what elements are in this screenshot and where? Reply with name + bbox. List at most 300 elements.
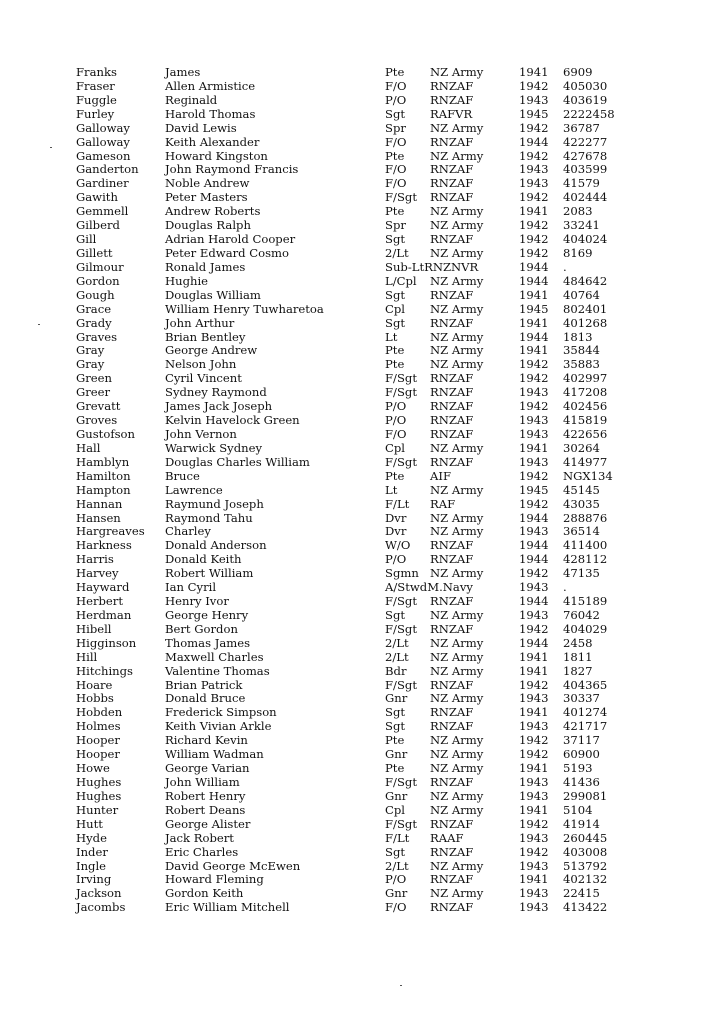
rank: P/O <box>385 552 407 567</box>
year: 1943 <box>519 454 549 469</box>
table-row <box>0 442 724 456</box>
rank: F/Sgt <box>385 454 417 469</box>
rank: F/O <box>385 900 407 915</box>
rank: F/Sgt <box>385 816 417 831</box>
year: 1941 <box>519 872 549 887</box>
given-names: David George McEwen <box>165 858 301 873</box>
table-row <box>0 219 724 233</box>
surname: Herdman <box>76 607 132 622</box>
surname: Hamilton <box>76 468 131 483</box>
table-row <box>0 720 724 734</box>
year: 1942 <box>519 78 549 93</box>
unit: RNZAF <box>430 399 474 414</box>
unit: RNZAF <box>430 287 474 302</box>
surname: Hobden <box>76 705 123 720</box>
given-names: Maxwell Charles <box>165 649 264 664</box>
table-row <box>0 609 724 623</box>
given-names: Valentine Thomas <box>165 663 270 678</box>
unit: RAF <box>430 496 456 511</box>
rank: Dvr <box>385 510 407 525</box>
given-names: Keith Alexander <box>165 134 260 149</box>
surname: Fuggle <box>76 92 117 107</box>
year: 1941 <box>519 649 549 664</box>
year: 1942 <box>519 733 549 748</box>
given-names: Sydney Raymond <box>165 385 267 400</box>
unit: RNZAF <box>430 92 474 107</box>
rank: P/O <box>385 92 407 107</box>
table-row <box>0 762 724 776</box>
year: 1943 <box>519 162 549 177</box>
given-names: Brian Bentley <box>165 329 246 344</box>
service-number: 37117 <box>563 733 600 748</box>
rank: F/Lt <box>385 496 410 511</box>
year: 1944 <box>519 552 549 567</box>
unit: NZ Army <box>430 663 484 678</box>
year: 1944 <box>519 635 549 650</box>
rank: Cpl <box>385 301 406 316</box>
service-number: 299081 <box>563 788 608 803</box>
unit: RNZAF <box>430 719 474 734</box>
year: 1943 <box>519 719 549 734</box>
given-names: Robert Deans <box>165 802 246 817</box>
unit: NZ Army <box>430 747 484 762</box>
unit: RNZAF <box>430 385 474 400</box>
table-row <box>0 261 724 275</box>
surname: Hyde <box>76 830 107 845</box>
surname: Graves <box>76 329 118 344</box>
service-number: 428112 <box>563 552 608 567</box>
year: 1942 <box>519 566 549 581</box>
year: 1941 <box>519 440 549 455</box>
surname: Hunter <box>76 802 119 817</box>
service-number: 22415 <box>563 886 600 901</box>
rank: F/Sgt <box>385 190 417 205</box>
service-number: 802401 <box>563 301 608 316</box>
service-number: 6909 <box>563 65 593 79</box>
surname: Hall <box>76 440 101 455</box>
year: 1942 <box>519 496 549 511</box>
service-number: 404029 <box>563 621 608 636</box>
given-names: James <box>165 65 201 79</box>
rank: Spr <box>385 218 406 233</box>
year: 1942 <box>519 245 549 260</box>
service-number: 2458 <box>563 635 593 650</box>
table-row <box>0 651 724 665</box>
unit: NZ Army <box>430 204 484 219</box>
surname: Hooper <box>76 733 120 748</box>
service-number: 415819 <box>563 413 608 428</box>
table-row <box>0 525 724 539</box>
rank: Sgt <box>385 705 406 720</box>
table-row <box>0 66 724 80</box>
service-number: 2083 <box>563 204 593 219</box>
given-names: Howard Fleming <box>165 872 264 887</box>
table-row <box>0 860 724 874</box>
table-row <box>0 484 724 498</box>
surname: Grevatt <box>76 399 121 414</box>
unit: RNZAF <box>430 705 474 720</box>
year: 1942 <box>519 621 549 636</box>
service-number: 1827 <box>563 663 593 678</box>
rank: F/Sgt <box>385 385 417 400</box>
given-names: John Raymond Francis <box>165 162 299 177</box>
surname: Groves <box>76 413 118 428</box>
rank: Pte <box>385 761 405 776</box>
table-row <box>0 247 724 261</box>
given-names: George Andrew <box>165 343 258 358</box>
rank: Sgmn <box>385 566 419 581</box>
given-names: John Vernon <box>165 426 237 441</box>
table-row <box>0 553 724 567</box>
table-row <box>0 832 724 846</box>
unit: RNZAF <box>430 816 474 831</box>
unit: NZ Army <box>430 607 484 622</box>
surname: Furley <box>76 106 115 121</box>
rank: Lt <box>385 329 398 344</box>
table-row <box>0 470 724 484</box>
given-names: David Lewis <box>165 120 237 135</box>
surname: Harkness <box>76 538 132 553</box>
unit: NZ Army <box>430 357 484 372</box>
surname: Howe <box>76 761 110 776</box>
unit: RNZAF <box>430 371 474 386</box>
given-names: George Varian <box>165 761 250 776</box>
given-names: Donald Anderson <box>165 538 267 553</box>
rank: Pte <box>385 343 405 358</box>
rank: 2/Lt <box>385 858 409 873</box>
service-number: . <box>563 259 567 274</box>
given-names: Ian Cyril <box>165 580 217 595</box>
surname: Gordon <box>76 273 120 288</box>
year: 1943 <box>519 775 549 790</box>
unit: RNZAF <box>430 775 474 790</box>
surname: Franks <box>76 65 117 79</box>
table-row <box>0 734 724 748</box>
service-number: 41579 <box>563 176 600 191</box>
service-number: 411400 <box>563 538 608 553</box>
rank: Cpl <box>385 440 406 455</box>
rank: Lt <box>385 482 398 497</box>
surname: Hannan <box>76 496 123 511</box>
service-number: 1811 <box>563 649 593 664</box>
service-number: 413422 <box>563 900 608 915</box>
service-number: 422277 <box>563 134 608 149</box>
rank: Pte <box>385 204 405 219</box>
year: 1943 <box>519 176 549 191</box>
table-row <box>0 748 724 762</box>
surname: Higginson <box>76 635 137 650</box>
rank: A/StwdM.Navy <box>385 580 473 595</box>
table-row <box>0 205 724 219</box>
table-row <box>0 275 724 289</box>
given-names: Howard Kingston <box>165 148 268 163</box>
given-names: Nelson John <box>165 357 237 372</box>
given-names: William Wadman <box>165 747 264 762</box>
service-number: 402997 <box>563 371 608 386</box>
year: 1944 <box>519 259 549 274</box>
table-row <box>0 665 724 679</box>
given-names: Raymond Tahu <box>165 510 253 525</box>
surname: Galloway <box>76 120 130 135</box>
given-names: Eric William Mitchell <box>165 900 290 915</box>
year: 1942 <box>519 190 549 205</box>
surname: Grady <box>76 315 112 330</box>
rank: Pte <box>385 65 405 79</box>
given-names: Allen Armistice <box>165 78 256 93</box>
table-row <box>0 456 724 470</box>
table-row <box>0 108 724 122</box>
year: 1943 <box>519 92 549 107</box>
surname: Gill <box>76 232 97 247</box>
table-row <box>0 414 724 428</box>
given-names: Noble Andrew <box>165 176 250 191</box>
surname: Gray <box>76 357 105 372</box>
surname: Hoare <box>76 677 113 692</box>
given-names: Henry Ivor <box>165 594 229 609</box>
unit: RNZAF <box>430 426 474 441</box>
year: 1941 <box>519 802 549 817</box>
year: 1945 <box>519 106 549 121</box>
service-number: 5104 <box>563 802 593 817</box>
surname: Irving <box>76 872 112 887</box>
surname: Gillett <box>76 245 113 260</box>
given-names: George Henry <box>165 607 249 622</box>
rank: Bdr <box>385 663 407 678</box>
table-row <box>0 637 724 651</box>
rank: F/Sgt <box>385 594 417 609</box>
service-number: 41436 <box>563 775 600 790</box>
service-number: 513792 <box>563 858 608 873</box>
unit: NZ Army <box>430 761 484 776</box>
unit: NZ Army <box>430 343 484 358</box>
year: 1943 <box>519 858 549 873</box>
unit: NZ Army <box>430 691 484 706</box>
service-number: 415189 <box>563 594 608 609</box>
surname: Hooper <box>76 747 120 762</box>
surname: Hayward <box>76 580 130 595</box>
table-row <box>0 400 724 414</box>
year: 1942 <box>519 677 549 692</box>
service-number: 41914 <box>563 816 600 831</box>
year: 1943 <box>519 886 549 901</box>
rank: L/Cpl <box>385 273 417 288</box>
year: 1944 <box>519 329 549 344</box>
given-names: Lawrence <box>165 482 223 497</box>
service-number: 427678 <box>563 148 608 163</box>
given-names: Peter Edward Cosmo <box>165 245 290 260</box>
service-number: 421717 <box>563 719 608 734</box>
rank: Sgt <box>385 844 406 859</box>
unit: RNZAF <box>430 162 474 177</box>
rank: W/O <box>385 538 411 553</box>
surname: Gardiner <box>76 176 129 191</box>
year: 1941 <box>519 65 549 79</box>
service-number: 403599 <box>563 162 608 177</box>
surname: Harvey <box>76 566 119 581</box>
service-number: 414977 <box>563 454 608 469</box>
rank: Sgt <box>385 106 406 121</box>
surname: Holmes <box>76 719 121 734</box>
service-number: 40764 <box>563 287 600 302</box>
table-row <box>0 512 724 526</box>
unit: RNZAF <box>430 232 474 247</box>
table-row <box>0 150 724 164</box>
surname: Fraser <box>76 78 115 93</box>
year: 1941 <box>519 663 549 678</box>
service-number: 45145 <box>563 482 600 497</box>
rank: Sgt <box>385 607 406 622</box>
service-number: 288876 <box>563 510 608 525</box>
year: 1941 <box>519 287 549 302</box>
unit: NZ Army <box>430 524 484 539</box>
surname: Hamblyn <box>76 454 130 469</box>
rank: Pte <box>385 357 405 372</box>
year: 1941 <box>519 315 549 330</box>
surname: Gilmour <box>76 259 124 274</box>
unit: RNZAF <box>430 176 474 191</box>
rank: F/Sgt <box>385 621 417 636</box>
rank: Sgt <box>385 287 406 302</box>
service-number: 402444 <box>563 190 608 205</box>
given-names: John William <box>165 775 240 790</box>
surname: Greer <box>76 385 111 400</box>
unit: NZ Army <box>430 566 484 581</box>
year: 1943 <box>519 830 549 845</box>
rank: Pte <box>385 468 405 483</box>
surname: Ingle <box>76 858 107 873</box>
service-number: 47135 <box>563 566 600 581</box>
unit: RNZAF <box>430 621 474 636</box>
service-number: 484642 <box>563 273 608 288</box>
table-row <box>0 790 724 804</box>
year: 1942 <box>519 399 549 414</box>
surname: Hampton <box>76 482 131 497</box>
service-number: 30337 <box>563 691 600 706</box>
year: 1942 <box>519 232 549 247</box>
table-row <box>0 581 724 595</box>
unit: NZ Army <box>430 788 484 803</box>
given-names: James Jack Joseph <box>165 399 273 414</box>
table-row <box>0 498 724 512</box>
given-names: Hughie <box>165 273 209 288</box>
unit: NZ Army <box>430 148 484 163</box>
service-number: 404365 <box>563 677 608 692</box>
unit: RNZAF <box>430 413 474 428</box>
table-row <box>0 846 724 860</box>
given-names: Bert Gordon <box>165 621 238 636</box>
year: 1943 <box>519 580 549 595</box>
surname: Gray <box>76 343 105 358</box>
service-number: 2222458 <box>563 106 615 121</box>
table-row <box>0 358 724 372</box>
surname: Hansen <box>76 510 121 525</box>
table-row <box>0 289 724 303</box>
service-number: NGX134 <box>563 468 613 483</box>
rank: Spr <box>385 120 406 135</box>
surname: Green <box>76 371 112 386</box>
margin-mark <box>50 147 52 148</box>
table-row <box>0 317 724 331</box>
unit: AIF <box>430 468 451 483</box>
table-row <box>0 94 724 108</box>
year: 1941 <box>519 761 549 776</box>
given-names: Richard Kevin <box>165 733 248 748</box>
table-row <box>0 344 724 358</box>
service-number: 33241 <box>563 218 600 233</box>
rank: P/O <box>385 413 407 428</box>
given-names: Jack Robert <box>165 830 234 845</box>
table-row <box>0 706 724 720</box>
table-row <box>0 80 724 94</box>
given-names: Peter Masters <box>165 190 248 205</box>
surname: Galloway <box>76 134 130 149</box>
year: 1942 <box>519 218 549 233</box>
rank: Sgt <box>385 232 406 247</box>
surname: Gawith <box>76 190 118 205</box>
table-row <box>0 303 724 317</box>
rank: Pte <box>385 148 405 163</box>
unit: NZ Army <box>430 245 484 260</box>
margin-mark <box>400 985 402 986</box>
service-number: 60900 <box>563 747 600 762</box>
given-names: Raymund Joseph <box>165 496 264 511</box>
service-number: 36514 <box>563 524 600 539</box>
unit: RNZAF <box>430 315 474 330</box>
year: 1944 <box>519 594 549 609</box>
unit: NZ Army <box>430 649 484 664</box>
service-number: . <box>563 580 567 595</box>
year: 1942 <box>519 468 549 483</box>
surname: Hobbs <box>76 691 114 706</box>
surname: Hill <box>76 649 98 664</box>
surname: Hughes <box>76 775 122 790</box>
service-number: 402456 <box>563 399 608 414</box>
given-names: Reginald <box>165 92 218 107</box>
service-number: 35844 <box>563 343 600 358</box>
year: 1942 <box>519 816 549 831</box>
given-names: Douglas William <box>165 287 261 302</box>
table-row <box>0 776 724 790</box>
year: 1942 <box>519 747 549 762</box>
rank: Gnr <box>385 747 408 762</box>
unit: NZ Army <box>430 301 484 316</box>
given-names: Kelvin Havelock Green <box>165 413 300 428</box>
service-number: 403619 <box>563 92 608 107</box>
year: 1943 <box>519 691 549 706</box>
rank: Sgt <box>385 315 406 330</box>
unit: NZ Army <box>430 733 484 748</box>
given-names: Harold Thomas <box>165 106 256 121</box>
year: 1943 <box>519 900 549 915</box>
given-names: Adrian Harold Cooper <box>165 232 296 247</box>
given-names: Douglas Ralph <box>165 218 251 233</box>
table-row <box>0 331 724 345</box>
rank: F/O <box>385 134 407 149</box>
table-row <box>0 136 724 150</box>
year: 1941 <box>519 343 549 358</box>
service-number: 405030 <box>563 78 608 93</box>
table-row <box>0 692 724 706</box>
year: 1942 <box>519 371 549 386</box>
unit: NZ Army <box>430 218 484 233</box>
unit: NZ Army <box>430 120 484 135</box>
given-names: Douglas Charles William <box>165 454 310 469</box>
service-number: 401274 <box>563 705 608 720</box>
unit: RAFVR <box>430 106 473 121</box>
rank: P/O <box>385 872 407 887</box>
given-names: Charley <box>165 524 211 539</box>
rank: F/O <box>385 162 407 177</box>
